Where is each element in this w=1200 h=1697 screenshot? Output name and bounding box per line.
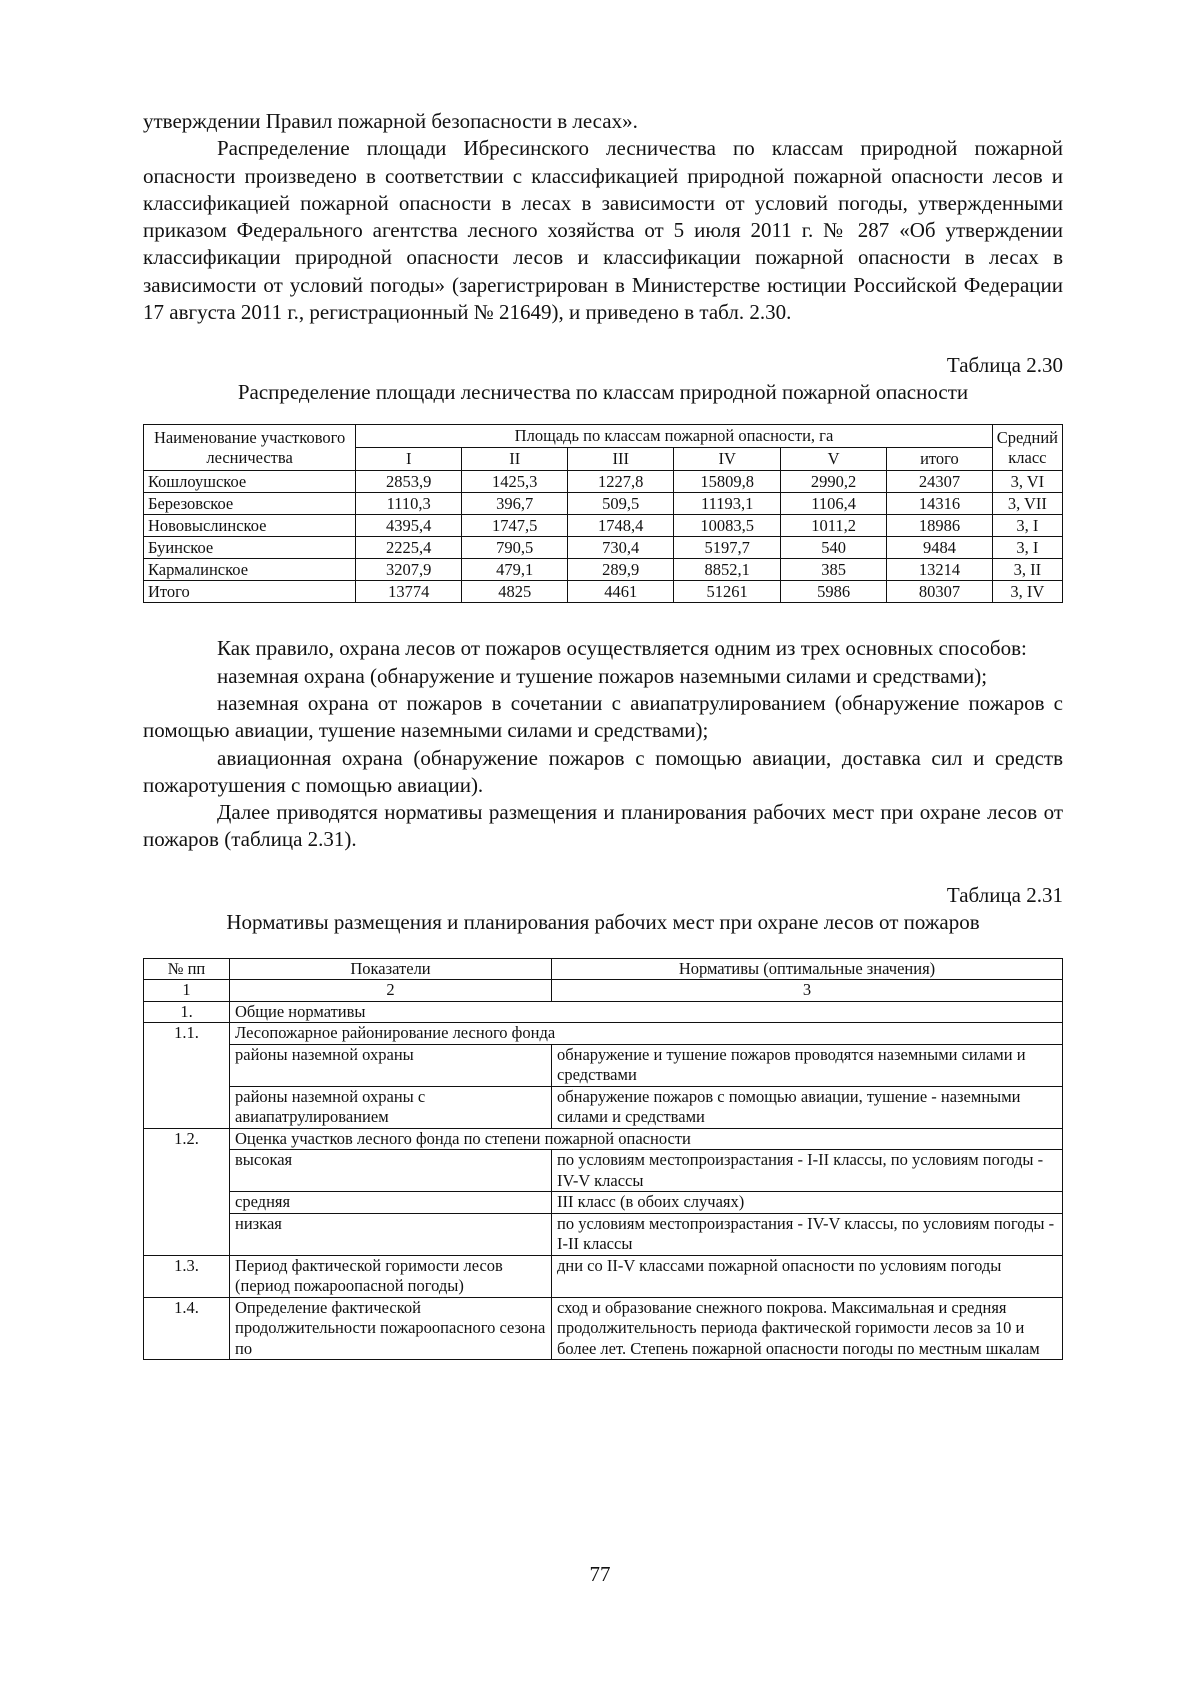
table-2-30-caption: Таблица 2.30 <box>946 353 1063 378</box>
cell: 3207,9 <box>356 559 462 581</box>
cell: 1748,4 <box>568 515 674 537</box>
cell: 18986 <box>887 515 993 537</box>
column-number-2: 2 <box>230 980 552 1002</box>
middle-paragraph-5: Далее приводятся нормативы размещения и планирования рабочих мест при охране лесов от пожаров (таблица 2.31). <box>143 800 1063 852</box>
cell-name: Кармалинское <box>144 559 356 581</box>
intro-paragraph-2: Распределение площади Ибресинского лесничества по классам природной пожарной опасности произведено в соответствии с классификацией природной пожарной опасности лесов и классификацией пожарной опасности в лесах в зависимости от условий погоды, утвержденными приказом Федерального агентства лесного хозяйства от 5 июля 2011 г. № 287 «Об утверждении классификации природной опасности лесов и классификации пожарной опасности в лесах в зависимости от условий погоды» (зарегистрирован в Министерстве юстиции Российской Федерации 17 августа 2011 г., регистрационный № 21649), и приведено в табл. 2.30. <box>143 136 1063 325</box>
table-row <box>144 1044 1063 1086</box>
cell: 14316 <box>887 493 993 515</box>
cell: 4825 <box>462 581 568 603</box>
cell: 2853,9 <box>356 471 462 493</box>
table-row <box>144 471 1063 493</box>
cell: 4395,4 <box>356 515 462 537</box>
row-number: 1.3. <box>144 1255 230 1297</box>
cell: 9484 <box>887 537 993 559</box>
table-2-30-title: Распределение площади лесничества по классам природной пожарной опасности <box>237 380 969 405</box>
row-norm: по условиям местопроизрастания - IV-V классы, по условиям погоды - I-II классы <box>552 1213 1063 1255</box>
cell: 13774 <box>356 581 462 603</box>
table-row <box>144 1001 1063 1023</box>
table-row <box>144 1255 1063 1297</box>
cell: 540 <box>781 537 887 559</box>
table-row <box>144 1213 1063 1255</box>
table-row <box>144 1128 1063 1150</box>
table-row <box>144 1192 1063 1214</box>
row-number: 1.2. <box>144 1128 230 1255</box>
row-indicator: районы наземной охраны <box>230 1044 552 1086</box>
cell: 479,1 <box>462 559 568 581</box>
cell-name: Березовское <box>144 493 356 515</box>
cell: 3, II <box>992 559 1062 581</box>
table-row <box>144 1023 1063 1045</box>
cell: 1110,3 <box>356 493 462 515</box>
row-norm: обнаружение пожаров с помощью авиации, тушение - наземными силами и средствами <box>552 1086 1063 1128</box>
cell: 11193,1 <box>674 493 781 515</box>
header-area: Площадь по классам пожарной опасности, га <box>356 425 993 448</box>
cell: 289,9 <box>568 559 674 581</box>
row-indicator: средняя <box>230 1192 552 1214</box>
middle-paragraph-3: наземная охрана от пожаров в сочетании с авиапатрулированием (обнаружение пожаров с помощью авиации, тушение наземными силами и средствами); <box>143 690 1063 743</box>
row-norm: III класс (в обоих случаях) <box>552 1192 1063 1214</box>
cell: 3, VI <box>992 471 1062 493</box>
row-indicator: высокая <box>230 1150 552 1192</box>
header-class-ii: II <box>462 448 568 471</box>
header-class-iii: III <box>568 448 674 471</box>
cell: 24307 <box>887 471 993 493</box>
cell: 80307 <box>887 581 993 603</box>
cell: 3, I <box>992 515 1062 537</box>
cell: 509,5 <box>568 493 674 515</box>
cell: 4461 <box>568 581 674 603</box>
cell: 1227,8 <box>568 471 674 493</box>
row-indicator: Определение фактической продолжительности пожароопасного сезона по <box>230 1297 552 1360</box>
column-number-1: 1 <box>144 980 230 1002</box>
header-name: Наименование участкового лесничества <box>144 425 356 471</box>
header-number: № пп <box>144 958 230 980</box>
cell-name: Нововыслинское <box>144 515 356 537</box>
header-class-i: I <box>356 448 462 471</box>
row-number: 1.1. <box>144 1023 230 1129</box>
page-number: 77 <box>589 1562 611 1586</box>
middle-paragraph-4: авиационная охрана (обнаружение пожаров с помощью авиации, доставка сил и средств пожаротушения с помощью авиации). <box>143 745 1063 797</box>
table-row <box>144 559 1063 581</box>
table-row-total <box>144 581 1063 603</box>
cell: 1747,5 <box>462 515 568 537</box>
table-2-31 <box>143 958 1063 1361</box>
middle-paragraph-2: наземная охрана (обнаружение и тушение пожаров наземными силами и средствами); <box>217 663 988 688</box>
cell: 13214 <box>887 559 993 581</box>
row-norm: дни со II-V классами пожарной опасности по условиям погоды <box>552 1255 1063 1297</box>
row-number: 1.4. <box>144 1297 230 1360</box>
table-row <box>144 537 1063 559</box>
table-row <box>144 1297 1063 1360</box>
cell: 5986 <box>781 581 887 603</box>
cell: 10083,5 <box>674 515 781 537</box>
cell-name: Кошлоушское <box>144 471 356 493</box>
cell: 2225,4 <box>356 537 462 559</box>
cell: 396,7 <box>462 493 568 515</box>
header-total: итого <box>887 448 993 471</box>
cell: 15809,8 <box>674 471 781 493</box>
cell: 385 <box>781 559 887 581</box>
header-norms: Нормативы (оптимальные значения) <box>552 958 1063 980</box>
header-avg-class: Средний класс <box>992 425 1062 471</box>
cell: 2990,2 <box>781 471 887 493</box>
header-class-iv: IV <box>674 448 781 471</box>
middle-paragraph-1: Как правило, охрана лесов от пожаров осуществляется одним из трех основных способов: <box>217 636 1027 661</box>
cell: 1011,2 <box>781 515 887 537</box>
cell: 730,4 <box>568 537 674 559</box>
column-number-3: 3 <box>552 980 1063 1002</box>
cell: 8852,1 <box>674 559 781 581</box>
table-2-30 <box>143 424 1063 603</box>
header-class-v: V <box>781 448 887 471</box>
cell: 3, I <box>992 537 1062 559</box>
row-section-title: Оценка участков лесного фонда по степени пожарной опасности <box>230 1128 1063 1150</box>
row-indicator: Период фактической горимости лесов (период пожароопасной погоды) <box>230 1255 552 1297</box>
cell: 51261 <box>674 581 781 603</box>
document-page <box>143 108 1063 1360</box>
row-norm: обнаружение и тушение пожаров проводятся наземными силами и средствами <box>552 1044 1063 1086</box>
cell: 3, VII <box>992 493 1062 515</box>
header-indicators: Показатели <box>230 958 552 980</box>
row-indicator: районы наземной охраны с авиапатрулированием <box>230 1086 552 1128</box>
row-norm: по условиям местопроизрастания - I-II классы, по условиям погоды - IV-V классы <box>552 1150 1063 1192</box>
cell: 3, IV <box>992 581 1062 603</box>
cell-name: Буинское <box>144 537 356 559</box>
cell: 790,5 <box>462 537 568 559</box>
cell: 5197,7 <box>674 537 781 559</box>
intro-paragraph-1: утверждении Правил пожарной безопасности в лесах». <box>143 109 638 133</box>
table-row <box>144 515 1063 537</box>
cell: 1106,4 <box>781 493 887 515</box>
table-row <box>144 493 1063 515</box>
row-section-title: Общие нормативы <box>230 1001 1063 1023</box>
row-number: 1. <box>144 1001 230 1023</box>
row-section-title: Лесопожарное районирование лесного фонда <box>230 1023 1063 1045</box>
cell-name: Итого <box>144 581 356 603</box>
row-indicator: низкая <box>230 1213 552 1255</box>
table-row <box>144 1086 1063 1128</box>
table-2-31-caption: Таблица 2.31 <box>946 882 1063 907</box>
table-row <box>144 1150 1063 1192</box>
table-2-31-title: Нормативы размещения и планирования рабочих мест при охране лесов от пожаров <box>226 909 980 934</box>
cell: 1425,3 <box>462 471 568 493</box>
row-norm: сход и образование снежного покрова. Максимальная и средняя продолжительность периода фактической горимости лесов за 10 и более лет. Степень пожарной опасности погоды по местным шкалам <box>552 1297 1063 1360</box>
